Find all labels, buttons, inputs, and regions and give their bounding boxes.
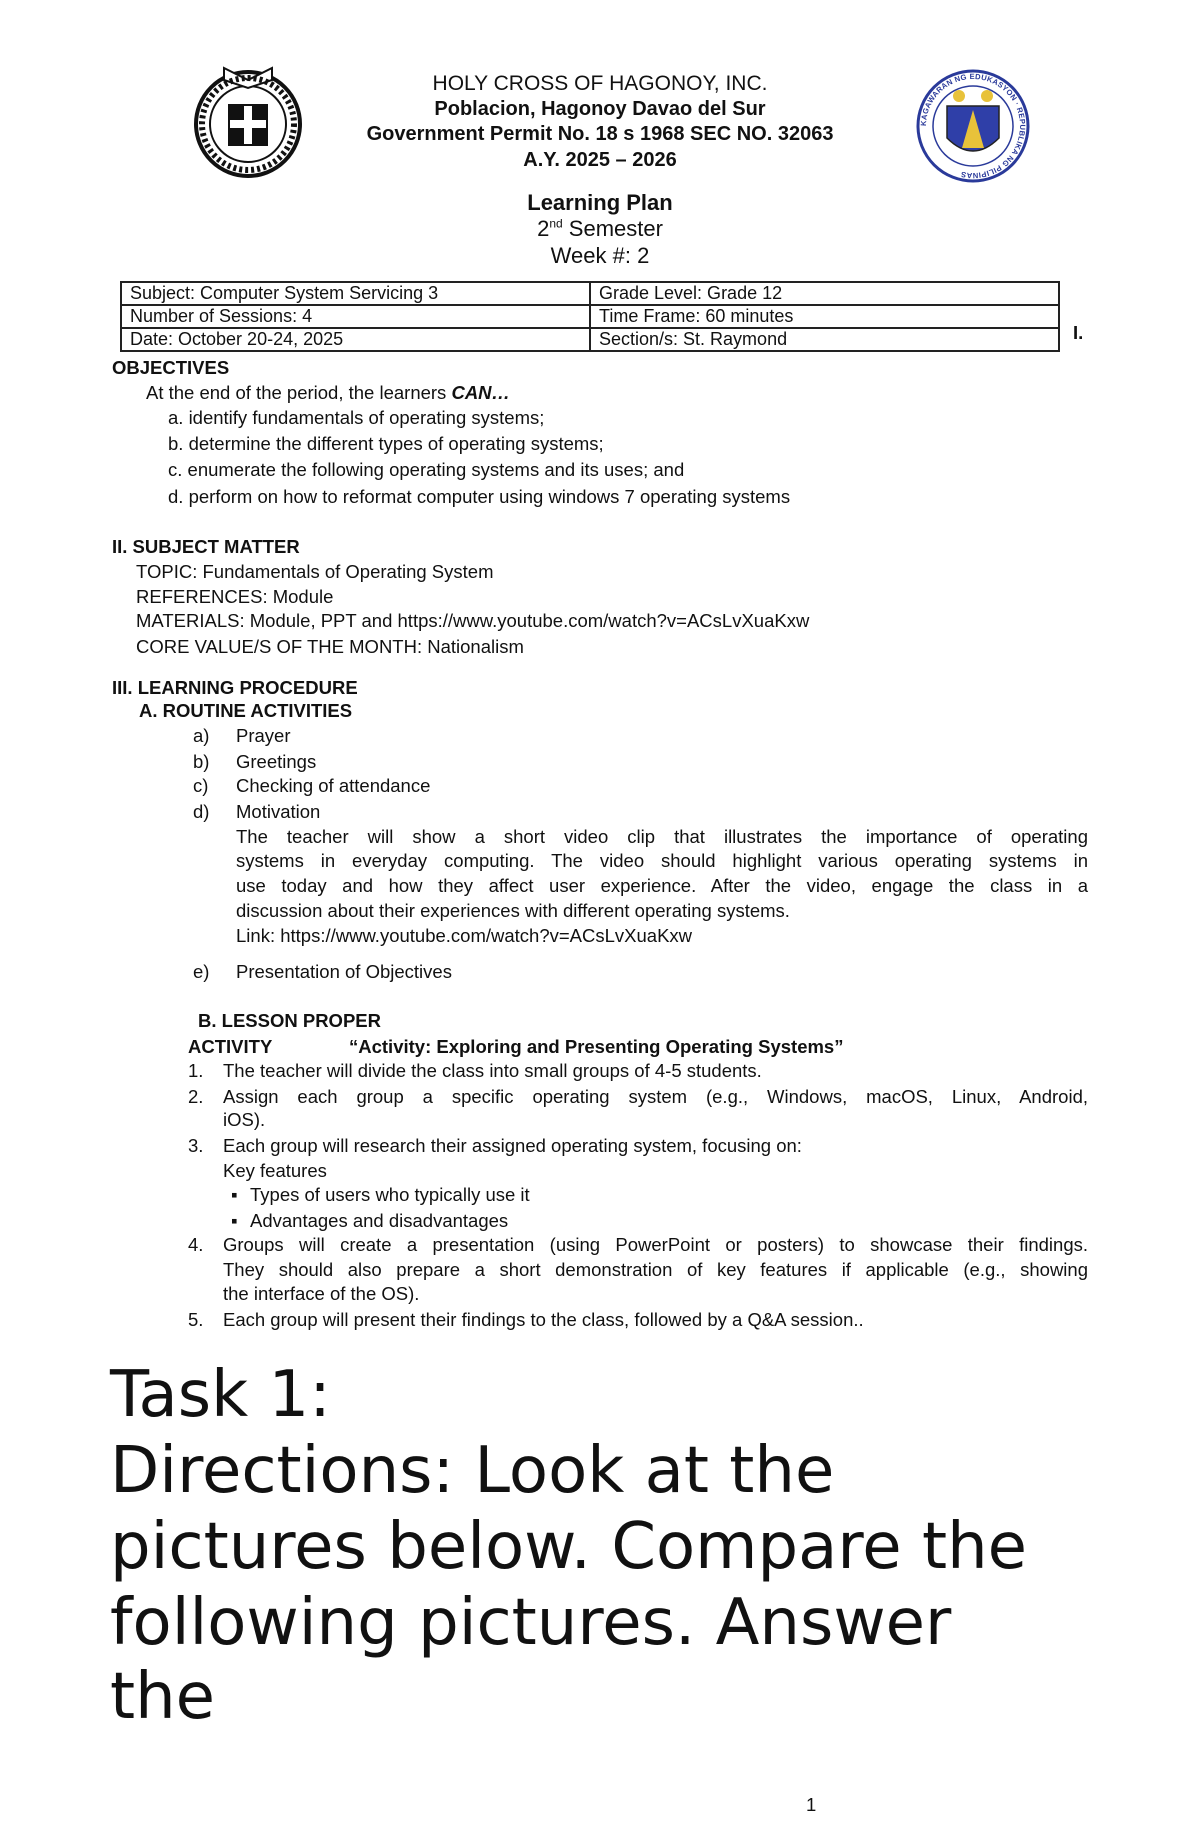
- step-text: the interface of the OS).: [223, 1283, 420, 1304]
- routine-item: Greetings: [236, 751, 317, 772]
- routine-item: Prayer: [236, 725, 291, 746]
- topic-line: TOPIC: Fundamentals of Operating System: [136, 561, 494, 582]
- activity-title: “Activity: Exploring and Presenting Operating Systems”: [349, 1036, 844, 1057]
- semester-number: 2: [537, 216, 550, 241]
- objectives-numeral: I.: [1073, 322, 1084, 343]
- step-number: 4.: [188, 1234, 204, 1255]
- task-directions-line: the: [110, 1660, 216, 1734]
- step-text: Each group will present their findings to the class, followed by a Q&A session..: [223, 1309, 864, 1330]
- task-directions-line: following pictures. Answer: [110, 1586, 952, 1660]
- motivation-link[interactable]: Link: https://www.youtube.com/watch?v=ACsLvXuaKxw: [236, 925, 693, 946]
- bullet-item: Advantages and disadvantages: [250, 1210, 509, 1231]
- deped-seal-lettering-path: KAGAWARAN NG EDUKASYON · REPUBLIKA NG PILIPINAS: [918, 71, 1028, 181]
- bullet-item: Types of users who typically use it: [250, 1184, 530, 1205]
- step-text: Assign each group a specific operating system (e.g., Windows, macOS, Linux, Android,: [223, 1086, 1088, 1107]
- sessions-cell: Number of Sessions: 4: [121, 305, 590, 328]
- task-directions-line: pictures below. Compare the: [110, 1510, 1027, 1584]
- core-value-line: CORE VALUE/S OF THE MONTH: Nationalism: [136, 636, 524, 657]
- time-frame-cell: Time Frame: 60 minutes: [590, 305, 1059, 328]
- school-year: A.Y. 2025 – 2026: [523, 149, 677, 171]
- routine-marker: d): [193, 801, 210, 822]
- table-row: [121, 305, 1059, 328]
- table-row: [121, 282, 1059, 305]
- objectives-heading: OBJECTIVES: [112, 357, 230, 378]
- step-number: 1.: [188, 1060, 204, 1081]
- school-name: HOLY CROSS OF HAGONOY, INC.: [432, 72, 768, 95]
- routine-marker: b): [193, 751, 210, 772]
- routine-item: Presentation of Objectives: [236, 961, 452, 982]
- semester: [0, 216, 1200, 242]
- bullet-icon: ▪: [231, 1184, 238, 1205]
- objective-item: d. perform on how to reformat computer using windows 7 operating systems: [168, 486, 791, 507]
- objectives-intro: [146, 382, 510, 404]
- step-number: 2.: [188, 1086, 204, 1107]
- materials-line: MATERIALS: Module, PPT and https://www.youtube.com/watch?v=ACsLvXuaKxw: [136, 610, 810, 631]
- task-title: Task 1:: [110, 1358, 331, 1432]
- semester-suffix: nd: [549, 216, 563, 231]
- week-number: Week #: 2: [550, 243, 650, 268]
- page-number: 1: [806, 1794, 817, 1815]
- motivation-text-line: discussion about their experiences with different operating systems.: [236, 900, 790, 921]
- routine-marker: e): [193, 961, 210, 982]
- step-number: 5.: [188, 1309, 204, 1330]
- step-text: Key features: [223, 1160, 327, 1181]
- motivation-text-line: The teacher will show a short video clip that illustrates the importance of operating: [236, 826, 1088, 847]
- lesson-proper-heading: B. LESSON PROPER: [198, 1010, 381, 1031]
- bullet-icon: ▪: [231, 1210, 238, 1231]
- routine-item: Checking of attendance: [236, 775, 431, 796]
- government-permit: Government Permit No. 18 s 1968 SEC NO. 32063: [366, 123, 834, 145]
- task-directions-line: Directions: Look at the: [110, 1434, 835, 1508]
- step-text: iOS).: [223, 1109, 266, 1130]
- objective-item: a. identify fundamentals of operating systems;: [168, 407, 545, 428]
- school-address: Poblacion, Hagonoy Davao del Sur: [434, 98, 766, 120]
- motivation-text-line: use today and how they affect user experience. After the video, engage the class in a: [236, 875, 1088, 896]
- motivation-text-line: systems in everyday computing. The video should highlight various operating systems in: [236, 850, 1088, 871]
- routine-marker: c): [193, 775, 209, 796]
- routine-marker: a): [193, 725, 210, 746]
- objectives-intro-emphasis: CAN…: [451, 382, 511, 403]
- step-text: Each group will research their assigned operating system, focusing on:: [223, 1135, 802, 1156]
- step-text: The teacher will divide the class into small groups of 4-5 students.: [223, 1060, 762, 1081]
- date-cell: Date: October 20-24, 2025: [121, 328, 590, 351]
- section-cell: Section/s: St. Raymond: [590, 328, 1059, 351]
- procedure-heading: III. LEARNING PROCEDURE: [112, 677, 358, 698]
- grade-level-cell: Grade Level: Grade 12: [590, 282, 1059, 305]
- activity-label: ACTIVITY: [188, 1036, 273, 1057]
- step-number: 3.: [188, 1135, 204, 1156]
- info-table: [120, 281, 1060, 352]
- table-row: [121, 328, 1059, 351]
- document-title: Learning Plan: [527, 190, 673, 215]
- subject-matter-heading: II. SUBJECT MATTER: [112, 536, 300, 557]
- objective-item: b. determine the different types of operating systems;: [168, 433, 604, 454]
- step-text: Groups will create a presentation (using PowerPoint or posters) to showcase their findings.: [223, 1234, 1088, 1255]
- routine-item: Motivation: [236, 801, 321, 822]
- routine-heading: A. ROUTINE ACTIVITIES: [139, 700, 353, 721]
- objective-item: c. enumerate the following operating systems and its uses; and: [168, 459, 685, 480]
- references-line: REFERENCES: Module: [136, 586, 334, 607]
- objectives-intro-text: At the end of the period, the learners: [146, 382, 452, 403]
- subject-cell: Subject: Computer System Servicing 3: [121, 282, 590, 305]
- semester-word: Semester: [562, 216, 663, 241]
- step-text: They should also prepare a short demonstration of key features if applicable (e.g., showing: [223, 1259, 1088, 1280]
